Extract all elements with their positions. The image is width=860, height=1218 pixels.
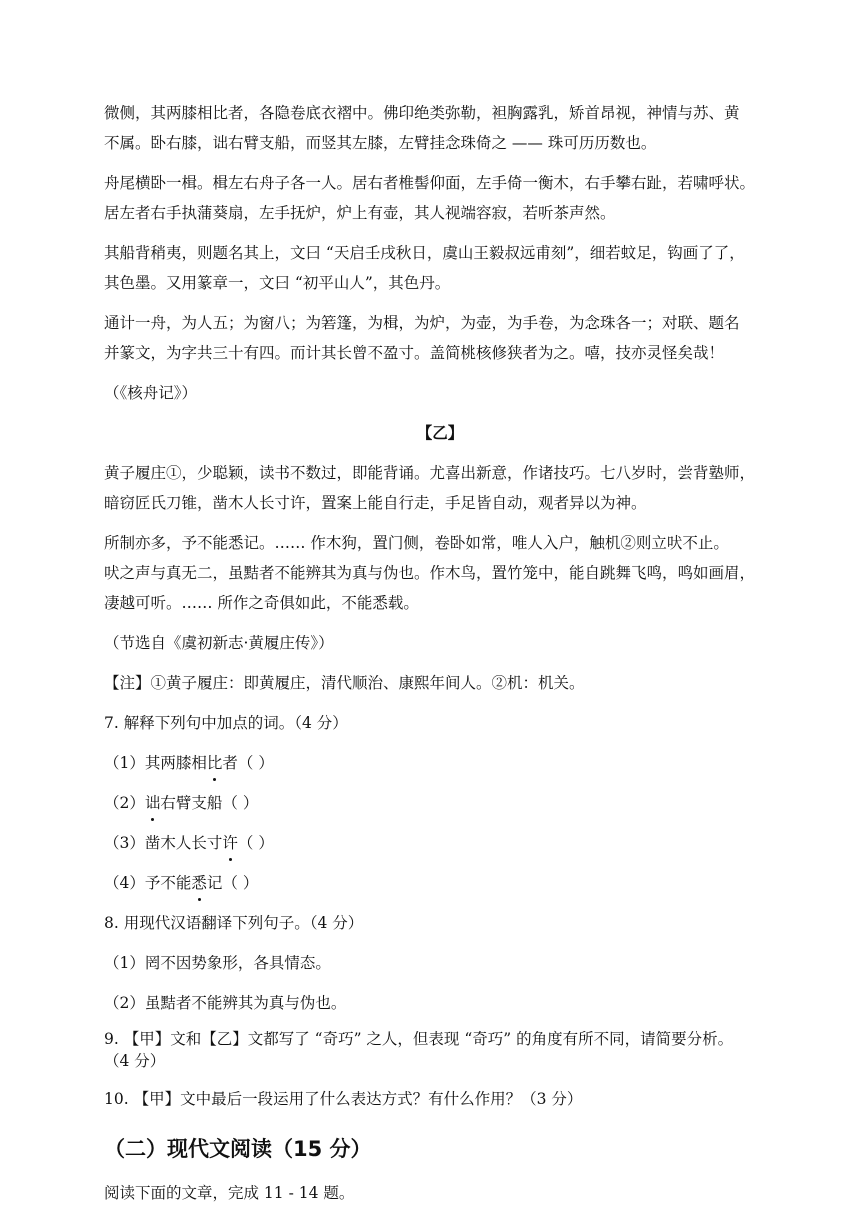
question-7-item-4: （4）予不能悉记（ ） xyxy=(104,868,776,898)
text-a-paragraph-4: 通计一舟，为人五；为窗八；为箬篷，为楫，为炉，为壶，为手卷，为念珠各一；对联、题名 并篆文，为字共三十有四。而计其长曾不盈寸。盖简桃核修狭者为之。嘻，技亦灵怪矣哉！ xyxy=(104,314,740,362)
text-a-source: （《核舟记》） xyxy=(104,384,198,402)
question-8-title: 8. 用现代汉语翻译下列句子。（4 分） xyxy=(104,914,364,932)
question-7-item-3: （3）凿木人长寸许（ ） xyxy=(104,828,776,858)
question-7-title: 7. 解释下列句中加点的词。（4 分） xyxy=(104,714,348,732)
dotted-word: 比 xyxy=(207,748,223,778)
dotted-word: 许 xyxy=(222,828,238,858)
document-page xyxy=(104,98,776,1218)
text-b-source: （节选自《虞初新志·黄履庄传》） xyxy=(104,634,334,652)
question-10: 10. 【甲】文中最后一段运用了什么表达方式？有什么作用？（3 分） xyxy=(104,1090,583,1108)
question-9: 9. 【甲】文和【乙】文都写了 “奇巧” 之人，但表现 “奇巧” 的角度有所不同，请简要分析。 （4 分） xyxy=(104,1030,734,1070)
text-b-heading: 【乙】 xyxy=(416,423,464,442)
text-a-paragraph-3: 其船背稍夷，则题名其上，文曰 “天启壬戌秋日，虞山王毅叔远甫刻”，细若蚊足，钩画了了， 其色墨。又用篆章一，文曰 “初平山人”，其色丹。 xyxy=(104,244,745,292)
section-2-intro: 阅读下面的文章，完成 11 - 14 题。 xyxy=(104,1184,355,1202)
question-7-item-2: （2）诎右臂支船（ ） xyxy=(104,788,776,818)
text-b-note: 【注】①黄子履庄：即黄履庄，清代顺治、康熙年间人。②机：机关。 xyxy=(104,674,585,692)
text-b-paragraph-2: 所制亦多，予不能悉记。…… 作木狗，置门侧，卷卧如常，唯人入户，触机②则立吠不止。 吠之声与真无二，虽黠者不能辨其为真与伪也。作木鸟，置竹笼中，能自跳舞飞鸣，鸣如画眉， 凄越可听。…… 所作之奇俱如此，不能悉载。 xyxy=(104,534,756,612)
text-b-paragraph-1: 黄子履庄①，少聪颖，读书不数过，即能背诵。尤喜出新意，作诸技巧。七八岁时，尝背塾师， 暗窃匠氏刀锥，凿木人长寸许，置案上能自行走，手足皆自动，观者异以为神。 xyxy=(104,464,756,512)
dotted-word: 悉 xyxy=(191,868,207,898)
dotted-word: 诎 xyxy=(145,788,161,818)
text-a-paragraph-2: 舟尾横卧一楫。楫左右舟子各一人。居右者椎髻仰面，左手倚一衡木，右手攀右趾，若啸呼状。 居左者右手执蒲葵扇，左手抚炉，炉上有壶，其人视端容寂，若听茶声然。 xyxy=(104,174,756,222)
question-8-item-1: （1）罔不因势象形，各具情态。 xyxy=(104,954,331,972)
question-7-item-1: （1）其两膝相比者（ ） xyxy=(104,748,776,778)
section-2-title: （二）现代文阅读（15 分） xyxy=(104,1137,372,1161)
question-8-item-2: （2）虽黠者不能辨其为真与伪也。 xyxy=(104,994,347,1012)
text-a-paragraph-1: 微侧，其两膝相比者，各隐卷底衣褶中。佛印绝类弥勒，袒胸露乳，矫首昂视，神情与苏、黄 不属。卧右膝，诎右臂支船，而竖其左膝，左臂挂念珠倚之 —— 珠可历历数也。 xyxy=(104,104,740,152)
